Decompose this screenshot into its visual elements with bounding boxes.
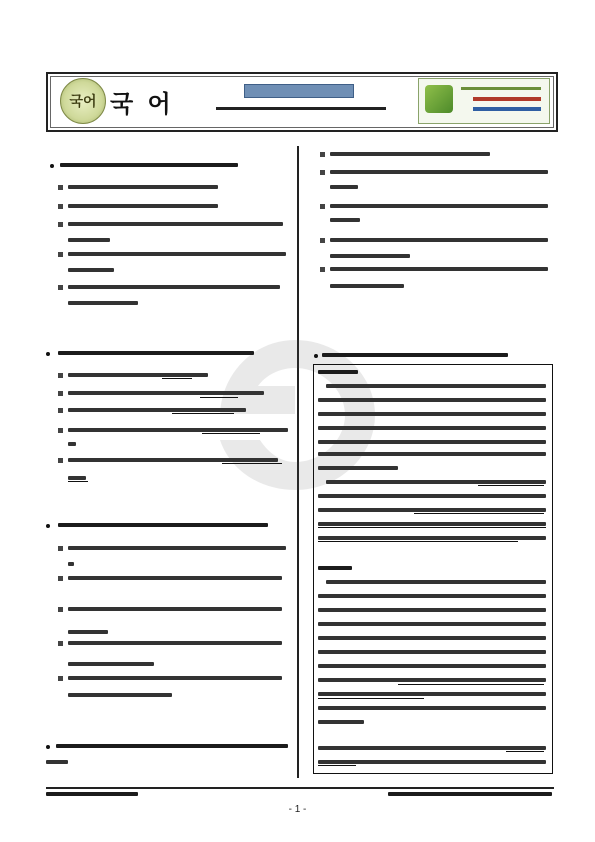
underline [162,378,192,379]
exam-title-text [216,104,386,114]
choice-text [68,391,264,395]
choice-marker [58,576,63,581]
choice-marker [58,285,63,290]
choice-text [330,152,490,156]
subject-block [54,78,198,122]
footer-rule [46,787,554,789]
text-line [330,254,410,258]
text-line [68,268,114,272]
underline [172,413,234,414]
choice-marker [58,252,63,257]
choice-marker [58,222,63,227]
exam-title-block [198,78,404,122]
text-line [68,693,172,697]
choice-text [68,252,286,256]
choice-text [68,373,208,377]
text-line [330,284,404,288]
underline [202,433,260,434]
choice-marker [320,238,325,243]
underline [200,397,238,398]
choice-marker [58,408,63,413]
reading-passage-box [313,364,553,774]
choice-marker [58,676,63,681]
exam-header [46,72,558,132]
choice-text [330,267,548,271]
subject-title: 국 어 [110,90,174,118]
question-stem [58,351,254,355]
question-stem [60,163,238,167]
choice-marker [58,185,63,190]
text-line [68,442,76,446]
question-number [46,745,50,749]
question-number [314,354,318,358]
choice-text [330,170,548,174]
publisher-emblem-icon [425,85,453,113]
text-line [330,218,360,222]
text-line [330,185,358,189]
question-stem [58,523,268,527]
question-number [50,164,54,168]
choice-text [68,576,282,580]
text-line [68,238,110,242]
text-line [68,662,154,666]
choice-text [68,204,218,208]
choice-marker [58,391,63,396]
choice-text [330,204,548,208]
text-line [68,562,74,566]
publisher-logo [418,78,550,124]
choice-text [68,641,282,645]
choice-marker [58,458,63,463]
question-number [46,352,50,356]
choice-marker [320,152,325,157]
text-line [68,301,138,305]
choice-marker [58,641,63,646]
question-number [46,524,50,528]
choice-text [68,222,283,226]
subject-seal [60,78,106,124]
page-number: - 1 - [288,804,307,815]
choice-marker [58,204,63,209]
underline [68,481,88,482]
question-stem [322,353,508,357]
choice-text [68,428,288,432]
choice-text [68,285,280,289]
choice-text [330,238,548,242]
text-line [68,630,108,634]
choice-marker [58,428,63,433]
choice-text [68,408,246,412]
question-stem [56,744,288,748]
footer-right-text [388,792,552,796]
choice-marker [320,170,325,175]
footer-left-text [46,792,138,796]
choice-text [68,458,278,462]
choice-marker [320,267,325,272]
choice-text [68,676,282,680]
choice-marker [58,607,63,612]
choice-marker [58,546,63,551]
seal-label: 국어 [69,94,97,110]
text-line [46,760,68,764]
choice-marker [58,373,63,378]
choice-text [68,607,282,611]
choice-text [68,185,218,189]
underline [222,463,282,464]
text-line [68,476,86,480]
choice-text [68,546,286,550]
exam-title-banner [244,84,354,98]
choice-marker [320,204,325,209]
